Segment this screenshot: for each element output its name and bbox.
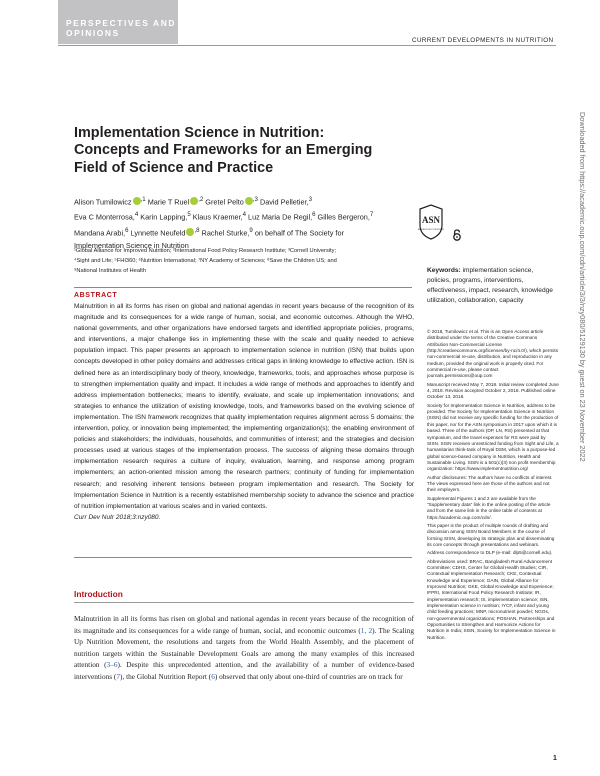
abstract-citation: Curr Dev Nutr 2018;3:nzy080. [74, 513, 161, 521]
author-name[interactable]: Gretel Pelto [203, 197, 244, 207]
author-list [74, 194, 386, 253]
author-affil-marker: 4 [242, 211, 247, 219]
author-name[interactable]: David Pelletier, [257, 197, 309, 207]
affiliation-line: ⁴Sight and Life; ⁵FHI360; ⁶Nutrition International; ⁷NY Academy of Sciences; ⁸Save the Children US; and [74, 258, 337, 264]
section-tag-line2: OPINIONS [66, 28, 120, 38]
citation-link[interactable]: 1, 2 [360, 625, 373, 635]
author-name[interactable]: Marie T Ruel [145, 197, 190, 207]
introduction-text: Malnutrition in all its forms has risen on global and national agendas in recent years because of the recognition of its magnitude and its consequences for a wide range of human, social, and economic outcomes ( [74, 614, 414, 635]
abstract-top-divider [74, 287, 412, 288]
abstract-bottom-divider [74, 557, 412, 558]
affiliation-line: ¹Global Alliance for Improved Nutrition; ²International Food Policy Research Institute; ³Cornell University; [74, 248, 337, 254]
author-affil-marker: ,2 [198, 196, 204, 203]
introduction-text: ). Despite this unprecedented attention, and the availability of a number of evidence-based interventions ( [74, 660, 414, 681]
keywords-label: Keywords: [427, 267, 461, 274]
author-name[interactable]: Luz Maria De Regil, [246, 212, 313, 222]
affiliations [74, 246, 386, 276]
author-name[interactable]: Lynnette Neufeld [128, 228, 186, 238]
correspondence-note: Address correspondence to DLP (e-mail: dlp5@cornell.edu). [427, 550, 553, 556]
affiliation-line: ⁹National Institutes of Health [74, 268, 146, 274]
abstract-body [74, 301, 414, 523]
author-affil-marker: 9 [249, 226, 253, 234]
keywords [427, 266, 557, 306]
page-number: 1 [553, 755, 557, 762]
author-affil-marker: ,1 [140, 196, 146, 203]
author-group-note: on behalf of The Society for [252, 228, 344, 238]
author-affil-marker: 4 [134, 211, 139, 219]
citation-link[interactable]: 7 [116, 671, 121, 681]
section-tag-line1: PERSPECTIVES AND [66, 18, 176, 28]
download-notice-text: Downloaded from https://academic.oup.com/cdn/article/3/3/nzy080/5129130 by guest on 23 November 2022 [578, 112, 587, 462]
asn-logo [418, 203, 444, 241]
section-tag [58, 0, 178, 44]
open-access-icon [451, 229, 463, 241]
author-affil-marker: 6 [312, 211, 316, 219]
header-divider [58, 45, 556, 46]
author-line [74, 225, 386, 240]
orcid-icon[interactable] [190, 197, 198, 205]
introduction-heading: Introduction [74, 589, 123, 599]
abstract-heading: ABSTRACT [74, 292, 118, 299]
author-name[interactable]: Eva C Monterrosa, [74, 212, 135, 222]
author-affil-marker: ,3 [252, 196, 258, 203]
journal-name: CURRENT DEVELOPMENTS IN NUTRITION [412, 37, 554, 44]
introduction-divider [74, 602, 414, 603]
orcid-icon[interactable] [133, 197, 141, 205]
author-line [74, 194, 386, 209]
download-notice [574, 112, 588, 582]
citation-link[interactable]: 3–6 [106, 660, 118, 670]
asn-logo-subtext: AMERICAN SOCIETY FOR NUTRITION [418, 230, 444, 231]
author-affil-marker: 6 [125, 226, 129, 234]
author-group-name: Implementation Science in Nutrition [74, 240, 189, 250]
copyright-note: © 2018, Tumilowicz et al. This is an Open Access article distributed under the terms of the Creative Commons Attribution Non-Commercial License (http://creativecommons.org/licenses/by-nc/4.0/), which permits non-commercial re-use, distribution, and reproduction in any medium, provided the original work is properly cited. For commercial re-use, please contact journals.permissions@oup.com [427, 329, 559, 379]
dates-note: Manuscript received May 7, 2018. Initial review completed June 4, 2018. Revision accepted October 2, 2018. Published online October 13, 2018. [427, 381, 559, 400]
citation-link[interactable]: 6 [211, 671, 215, 681]
keywords-text: implementation science, policies, programs, interventions, effectiveness, impact, research, knowledge utilization, collaboration, capacity [427, 267, 553, 304]
author-name[interactable]: Karin Lapping, [138, 212, 188, 222]
article-notes [427, 329, 559, 643]
author-line [74, 209, 386, 224]
author-name[interactable]: Alison Tumilowicz [74, 197, 132, 207]
asn-logo-text: ASN [421, 215, 441, 225]
author-affil-marker: 3 [308, 196, 313, 203]
funding-note: Society for Implementation Science in Nutrition, address to be provided. The Society for Implementation Science in Nutrition (SISN) did not receive any specific funding for the production of this paper, nor for the ASN symposium in 2017 upon which it is based. Three of the authors (DP, LN, RS) presented at that symposium, and the travel expenses for RS were paid by SISN. SISN receives unrestricted funding from Sight and Life, a humanitarian think-tank of Royal DSM, which is a purpose-led global science-based company in Nutrition, Health and Sustainable Living. SISN is a 501(c)(3) non profit membership organization: https://www.implementnutrition.org/ [427, 402, 559, 472]
introduction-text: ). The Scaling Up Nutrition Movement, the resolutions and targets from the World Health Assembly, and the placement of nutrition targets within the Sustainable Development Goals are among the many examples of this increased attention ( [74, 625, 414, 670]
author-name[interactable]: Gilles Bergeron, [315, 212, 370, 222]
author-affil-marker: 5 [187, 211, 191, 219]
introduction-text: ) observed that only about one-third of countries are on track for [214, 671, 403, 681]
introduction-body [74, 613, 414, 683]
introduction-text: ), the Global Nutrition Report ( [120, 671, 212, 681]
paper-origin-note: This paper is the product of multiple rounds of drafting and discussion among SISN Board Members in the course of forming SISN, developing its strategic plan and disseminating its core concepts through presentations and webinars. [427, 522, 555, 547]
abstract-text: Malnutrition in all its forms has risen on global and national agendas in recent years because of the recognition of its magnitude and its consequences for a wide range of human, social, and economic outcomes. Although the WHO, national governments, and other organizations have endorsed targets and identified appropriate policies, programs, and interventions, a major challenge lies in implementing these with the scale and quality needed to achieve population impact. This paper presents an approach to implementation science in nutrition (ISN) that builds upon concepts developed in other policy domains and addresses critical gaps in linking knowledge to effective action. ISN is defined here as an interdisciplinary body of theory, knowledge, frameworks, tools, and approaches whose purpose is to strengthen implementation quality and impact. It includes a wide range of methods and approaches to identify and address implementation bottlenecks; means to identify, evaluate, and scale up implementation innovations; and strategies to enhance the utilization of existing knowledge, tools, and frameworks based on the evolving science of implementation. The ISN framework recognizes that quality implementation requires alignment across 5 domains: the intervention, policy, or innovation being implemented; the implementing organization(s); the enabling environment of policies and stakeholders; the individuals, households, and communities of interest; and the strategies and decision processes used at various stages of the implementation process. The success of aligning these domains through implementation research requires a culture of inquiry, evaluation, learning, and response among program implementers; an action-oriented mission among the research partners; continuity of funding for implementation research; and resolving inherent tensions between program implementation and research. The Society for Implementation Science in Nutrition is a recently established membership society to advance the science and practice of nutrition implementation at various scales and in varied contexts. [74, 303, 414, 510]
author-affil-marker: 7 [369, 211, 374, 219]
author-name[interactable]: Mandana Arabi, [74, 228, 126, 238]
disclosures-note: Author disclosures: The authors have no conflicts of interest. The views expressed here are those of the authors and not their employers. [427, 474, 553, 493]
abbreviations-note: Abbreviations used: BRAC, Bangladesh Rural Advancement Committee; CDHS, Center for Global Health Studies; CIR, Contextual Implementation Research; CKE, Contextual Knowledge and Experience; GAIN, Global Alliance for Improved Nutrition; GKE, Global Knowledge and Experience; IFPRI, International Food Policy Research Institute; IR, implementation research; IS, implementation science; ISN, implementation science in nutrition; IYCF, infant and young child feeding practices; MNP, micronutrient powder; NGOs, non-governmental organizations; POSHAN, Partnerships and Opportunities to Strengthen and Harmonize Actions for Nutrition in India; SISN, Society for Implementation Science in Nutrition. [427, 558, 556, 640]
author-name[interactable]: Klaus Kraemer, [190, 212, 243, 222]
article-title: Implementation Science in Nutrition: Concepts and Frameworks for an Emerging Field of Science and Practice [74, 125, 373, 176]
author-affil-marker: ,8 [194, 226, 200, 234]
author-name[interactable]: Rachel Sturke, [199, 228, 250, 238]
supplemental-note: Supplemental Figures 1 and 2 are available from the "Supplementary data" link in the online posting of the article and from the same link in the online table of contents at https://academic.oup.com/cdn/. [427, 495, 551, 520]
orcid-icon[interactable] [245, 197, 253, 205]
